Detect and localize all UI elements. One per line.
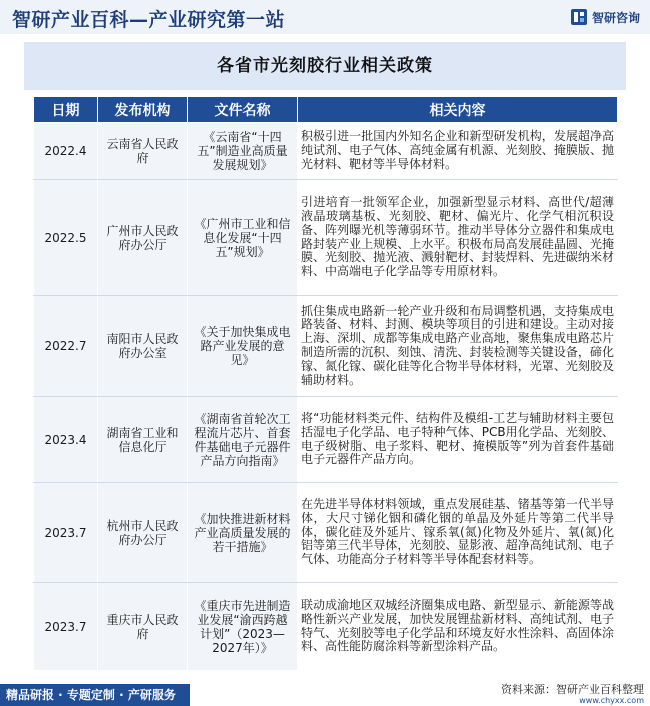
cell-org: 广州市人民政府办公厅: [98, 180, 188, 296]
cell-doc: 《广州市工业和信息化发展“十四五”规划》: [188, 180, 298, 296]
brand-logo-icon: [570, 8, 588, 26]
cell-date: 2023.7: [34, 483, 98, 583]
cell-doc: 《云南省“十四五”制造业高质量发展规划》: [188, 123, 298, 180]
cell-doc: 《关于加快集成电路产业发展的意见》: [188, 296, 298, 397]
header-date: 日期: [34, 97, 98, 123]
cell-org: 重庆市人民政府: [98, 583, 188, 671]
cell-date: 2023.4: [34, 397, 98, 483]
cell-content: 抓住集成电路新一轮产业升级和布局调整机遇，支持集成电路装备、材料、封测、模块等项目的引进和建设。主动对接上海、深圳、成都等集成电路产业高地，聚焦集成电路芯片制造所需的沉积、刻蚀、清洗、封装检测等关键设备，碲化镓、氮化镓、碳化硅等化合物半导体材料，光罩、光刻胶及辅助材料。: [298, 296, 618, 397]
footer: [0, 684, 650, 706]
top-banner: [0, 0, 650, 34]
footer-services: 精品研报 · 专题定制 · 产研服务: [0, 684, 190, 706]
table-row: [34, 483, 618, 583]
source-text: 资料来源：智研产业百科整理: [501, 683, 644, 696]
policy-table: [33, 96, 618, 671]
cell-date: 2023.7: [34, 583, 98, 671]
cell-doc: 《加快推进新材料产业高质量发展的若干措施》: [188, 483, 298, 583]
cell-org: 南阳市人民政府办公室: [98, 296, 188, 397]
cell-content: 积极引进一批国内外知名企业和新型研发机构，发展超净高纯试剂、电子气体、高纯金属有机源、光刻胶、掩膜版、抛光材料、靶材等半导体材料。: [298, 123, 618, 180]
header-content: 相关内容: [298, 97, 618, 123]
cell-doc: 《湖南省首轮次工程流片芯片、首套件基础电子元器件产品方向指南》: [188, 397, 298, 483]
brand-name: 智研咨询: [591, 10, 640, 25]
cell-org: 云南省人民政府: [98, 123, 188, 180]
header-org: 发布机构: [98, 97, 188, 123]
table-row: [34, 123, 618, 180]
policy-panel: [24, 42, 626, 682]
site-title: 智研产业百科—产业研究第一站: [12, 9, 286, 31]
table-header-row: [34, 97, 618, 123]
source-block: [501, 684, 644, 705]
cell-date: 2022.5: [34, 180, 98, 296]
table-row: [34, 397, 618, 483]
header-doc: 文件名称: [188, 97, 298, 123]
panel-title: 各省市光刻胶行业相关政策: [24, 42, 626, 90]
table-row: [34, 296, 618, 397]
cell-date: 2022.7: [34, 296, 98, 397]
cell-date: 2022.4: [34, 123, 98, 180]
cell-org: 杭州市人民政府办公厅: [98, 483, 188, 583]
brand[interactable]: [570, 8, 640, 26]
cell-doc: 《重庆市先进制造业发展“渝西跨越计划”（2023—2027年）》: [188, 583, 298, 671]
cell-content: 在先进半导体材料领域，重点发展硅基、锗基等第一代半导体，大尺寸锑化铟和磷化铟的单晶及外延片等第二代半导体，碳化硅及外延片、镓系氧(氮)化物及外延片、氧(氮)化铝等第三代半导体，光刻胶、显影液、超净高纯试剂、电子气体、功能高分子材料等半导体配套材料等。: [298, 483, 618, 583]
cell-content: 引进培育一批领军企业，加强新型显示材料、高世代/超薄液晶玻璃基板、光刻胶、靶材、偏光片、化学气相沉积设备、阵列曝光机等薄弱环节。推动半导体分立器件和集成电路封装产业上规模、上水平。积极布局高发展硅晶圆、光掩膜、光刻胶、抛光液、溅射靶材、封装焊料、先进碳纳米材料、中高端电子化学品等专用原材料。: [298, 180, 618, 296]
source-url[interactable]: www.chyxx.com: [579, 696, 644, 705]
cell-content: 将“功能材料类元件、结构件及模组-工艺与辅助材料主要包括湿电子化学品、电子特种气体、PCB用化学品、光刻胶、电子级树脂、电子浆料、靶材、掩模版等”列为首套件基础电子元器件产品方向。: [298, 397, 618, 483]
cell-org: 湖南省工业和信息化厅: [98, 397, 188, 483]
table-row: [34, 583, 618, 671]
cell-content: 联动成渝地区双城经济圈集成电路、新型显示、新能源等战略性新兴产业发展，加快发展锂盐新材料、高纯试剂、电子特气、光刻胶等电子化学品和环境友好水性涂料、高固体涂料、高性能防腐涂料等新型涂料产品。: [298, 583, 618, 671]
table-row: [34, 180, 618, 296]
